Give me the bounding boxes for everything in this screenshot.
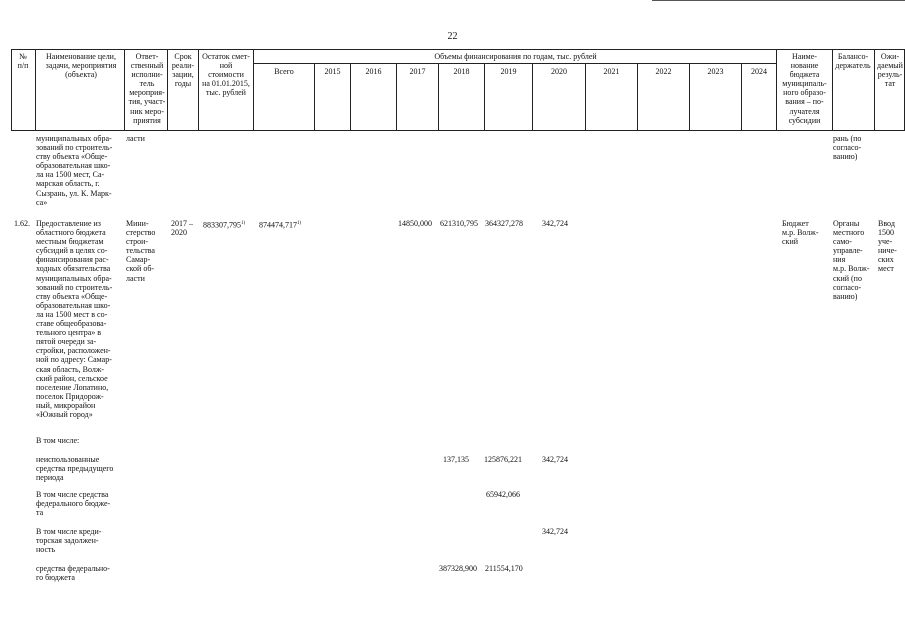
header-resp-l3: исполни- [131,70,163,80]
item-result-l5: ских [878,255,894,265]
item-name-l6: ходных обязательства [36,264,111,274]
item-total-footnote: 1) [297,221,302,226]
header-num-l2: п/п [17,61,29,71]
header-num-l1: № [19,52,27,61]
item-result-l6: мест [878,264,894,274]
unused-label-l3: периода [36,473,64,483]
item-name-l19: поселение Лопатино, [36,382,109,392]
header-budget-l1: Наиме- [792,52,817,61]
unused-2019: 125876,221 [484,455,522,464]
header-term-l1: Срок [174,52,192,61]
header-num [13,52,33,70]
header-vline [776,49,777,131]
header-years-divider [253,63,776,64]
header-resp-l6: тия, участ- [128,97,166,107]
item-name-l5: финансирования рас- [36,255,109,265]
header-year-2023: 2023 [707,67,724,76]
credit-label-l1: В том числе креди- [36,527,102,536]
item-term [171,219,193,237]
item-budget-l1: Бюджет [782,219,809,228]
cont-name-l7: Сызрань, ул. К. Марк- [36,188,112,198]
item-2017: 14850,000 [398,219,432,228]
item-name-l3: местным бюджетам [36,237,104,247]
item-name [36,219,112,419]
header-result-l3: резуль- [877,70,903,80]
header-resp-l4: тель [139,79,155,89]
header-rest [199,52,253,97]
item-holder-l2: местного [833,228,865,238]
header-resp-l7: ник меро- [130,106,164,116]
fed-label [36,564,110,582]
header-result [875,52,905,88]
cont-name-l2: зований по строитель- [36,143,113,153]
item-holder-l6: м.р. Волж- [833,264,870,274]
header-budget-l7: лучателя [789,106,820,116]
item-name-l4: субсидий в целях со- [36,246,108,256]
item-name-l16: ной по адресу: Самар- [36,355,112,365]
item-name-l7: муниципальных обра- [36,273,112,283]
header-year-2024: 2024 [751,67,767,76]
header-term-l2: реали- [171,61,195,71]
item-name-l14: пятой очереди за- [36,337,97,347]
header-holder-l2: держатель [835,61,871,71]
item-name-l18: ский район, сельское [36,373,108,383]
item-budget-l2: м.р. Волж- [782,228,819,238]
header-top-border [11,49,905,50]
header-resp-l8: приятия [133,115,161,125]
fed-label-l1: средства федерально- [36,564,110,573]
fed-incl-label-l1: В том числе средства [36,490,109,499]
item-name-l17: ская область, Волж- [36,364,105,374]
header-vline [167,49,168,131]
fed-2018: 387328,900 [439,564,477,573]
header-holder-l1: Балансо- [837,52,869,61]
item-resp-l7: ласти [126,273,145,283]
header-year-2016: 2016 [365,67,382,76]
fed-incl-label-l2: федерального бюдже- [36,499,111,509]
header-bottom-border [11,130,905,131]
header-rest-l3: стоимости [208,70,244,80]
header-holder [833,52,873,70]
header-year-2022: 2022 [655,67,672,76]
header-name-l2: задачи, мероприятия [45,61,117,71]
item-responsible [126,219,155,283]
fed-2019: 211554,170 [485,564,523,573]
header-term [169,52,197,88]
item-total [259,219,301,230]
item-resp-l4: тельства [126,246,155,256]
header-name-l3: (объекта) [65,70,97,80]
item-holder-l1: Органы [833,219,860,228]
unused-label-l2: средства предыдущего [36,464,114,474]
header-result-l2: даемый [877,61,903,71]
header-vline [11,49,12,131]
unused-label [36,455,113,482]
unused-2018: 137,135 [443,455,469,464]
page-number: 22 [447,31,458,42]
header-resp-l5: мероприя- [129,88,165,98]
item-rest [203,219,245,230]
fed-incl-label-l3: та [36,508,44,518]
continuation-holder [833,134,861,161]
cont-holder-l1: рань (по [833,134,862,143]
header-year-2019: 2019 [500,67,517,76]
item-name-l22: «Южный город» [36,409,93,419]
item-resp-l6: ской об- [126,264,155,274]
item-name-l13: тельного центра» в [36,328,102,338]
credit-label-l2: торская задолжен- [36,536,99,546]
header-resp-l1: Ответ- [135,52,159,61]
item-budget-l3: ский [782,237,798,247]
item-resp-l1: Мини- [126,219,149,228]
item-name-l11: ла на 1500 мест в со- [36,309,108,319]
item-term-l2: 2020 [171,228,187,238]
cont-name-l6: марская область, г. [36,179,100,189]
header-name [38,52,124,79]
item-name-l2: областного бюджета [36,228,106,238]
item-name-l1: Предоставление из [36,219,101,228]
item-name-l8: зований по строитель- [36,282,113,292]
header-rest-l1: Остаток смет- [202,52,250,61]
header-year-2021: 2021 [603,67,620,76]
item-total-value: 874474,717 [259,220,297,230]
item-rest-footnote: 1) [241,221,246,226]
item-result-l1: Ввод [878,219,895,228]
header-year-2015: 2015 [324,67,341,76]
item-holder-l5: ния [833,255,846,265]
item-term-l1: 2017 – [171,219,193,228]
header-budget-l3: бюджета [789,70,820,80]
cont-name-l3: ству объекта «Обще- [36,152,108,162]
item-number: 1.62. [14,219,30,228]
header-rest-l2: ной [219,61,233,71]
continuation-name [36,134,112,207]
cont-name-l4: образовательная шко- [36,161,111,171]
header-term-l4: годы [174,79,192,89]
continuation-resp: ласти [126,134,145,143]
top-rule [652,0,905,1]
item-holder [833,219,869,301]
header-term-l3: зации, [172,70,194,80]
item-resp-l3: строи- [126,237,149,247]
header-year-total: Всего [274,67,294,76]
cont-holder-l3: ванию) [833,152,858,162]
fed-label-l2: го бюджета [36,573,75,583]
item-result-l4: ниче- [878,246,897,256]
item-2019: 364327,278 [485,219,523,228]
header-budget-l5: ного образо- [783,88,826,98]
header-rest-l4: на 01.01.2015, [202,79,250,89]
item-resp-l5: Самар- [126,255,151,265]
header-funding-title: Объемы финансирования по годам, тыс. рублей [434,52,597,61]
header-vline [124,49,125,131]
unused-2020: 342,724 [542,455,568,464]
item-holder-l9: ванию) [833,291,858,301]
item-2018: 621310,795 [440,219,478,228]
item-name-l21: ный, микрорайон [36,400,96,410]
cont-name-l1: муниципальных обра- [36,134,112,143]
item-holder-l3: само- [833,237,852,247]
credit-label-l3: ность [36,545,56,555]
header-vline [253,49,254,131]
item-name-l9: ству объекта «Обще- [36,291,108,301]
item-rest-value: 883307,795 [203,220,241,230]
header-resp-l2: ственный [130,61,164,71]
header-name-l1: Наименование цели, [46,52,116,61]
item-2020: 342,724 [542,219,568,228]
item-holder-l7: ский (по [833,273,862,283]
header-vline [35,49,36,131]
item-name-l15: стройки, расположен- [36,346,111,356]
header-budget-l2: нование [790,61,819,71]
fed-incl-2019: 65942,066 [486,490,520,499]
item-name-l12: ставе общеобразова- [36,319,107,329]
item-name-l20: поселок Придорож- [36,391,104,401]
cont-name-l5: ла на 1500 мест, Са- [36,170,105,180]
incl-label: В том числе: [36,436,80,445]
item-result [878,219,897,274]
header-result-l4: тат [884,79,896,89]
header-budget-l6: вания – по- [785,97,824,107]
header-year-2018: 2018 [453,67,470,76]
credit-label [36,527,101,554]
item-budget [782,219,818,246]
header-year-2020: 2020 [551,67,567,76]
header-resp [127,52,167,125]
cont-name-l8: са» [36,197,48,207]
header-budget-l8: субсидии [788,115,821,125]
header-budget-l4: муниципаль- [782,79,827,89]
credit-2020: 342,724 [542,527,568,536]
header-result-l1: Ожи- [880,52,900,61]
item-result-l2: 1500 [878,228,894,238]
header-year-2017: 2017 [409,67,426,76]
item-name-l10: образовательная шко- [36,300,111,310]
item-holder-l4: управле- [833,246,863,256]
item-result-l3: уче- [878,237,893,247]
item-holder-l8: согласо- [833,282,862,292]
cont-holder-l2: согласо- [833,143,862,153]
item-resp-l2: стерство [126,228,156,238]
fed-incl-label [36,490,110,517]
header-rest-l5: тыс. рублей [206,88,246,98]
unused-label-l1: неиспользованные [36,455,100,464]
header-budget [778,52,831,125]
